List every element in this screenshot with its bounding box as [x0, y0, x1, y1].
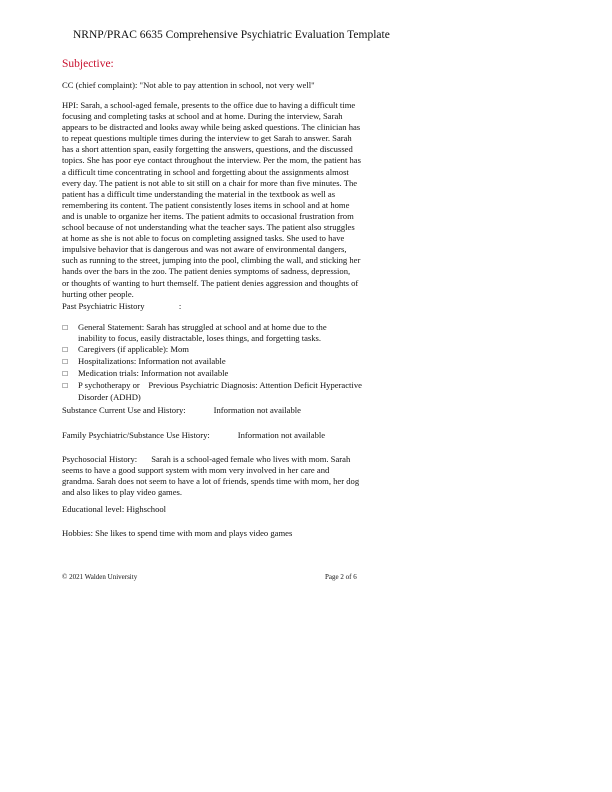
pph-list — [62, 322, 402, 403]
psychosocial-line: and also likes to play video games. — [62, 487, 183, 498]
hpi-line: or thoughts of wanting to hurt themself. The patient denies aggression and thoughts of — [62, 277, 359, 288]
hpi-line: school because of not understanding what the teacher says. The patient also struggles — [62, 222, 355, 233]
footer-copyright: © 2021 Walden University — [62, 573, 138, 581]
psychosocial-first: Sarah is a school-aged female who lives with mom. Sarah — [151, 454, 351, 464]
hpi-line: remembering its content. The patient consistently loses items in school and at home — [62, 199, 350, 210]
family-label: Family Psychiatric/Substance Use History: — [62, 430, 210, 440]
list-item-line: Caregivers (if applicable): Mom — [78, 344, 189, 355]
hpi-line: focusing and completing tasks at school and at home. During the interview, Sarah — [62, 111, 343, 122]
pph-label: Past Psychiatric History — [62, 301, 145, 311]
substance-value: Information not available — [213, 405, 301, 415]
hpi-line: HPI: Sarah, a school-aged female, presents to the office due to having a difficult time — [62, 100, 356, 110]
hpi-line: to repeat questions multiple times during the interview to get Sarah to answer. Sarah — [62, 133, 352, 144]
checkbox-icon: ☐ — [62, 358, 69, 367]
list-item — [62, 344, 402, 356]
hpi-line: hurting other people. — [62, 288, 134, 299]
hpi-line: at home as she is not able to focus on completing assigned tasks. She used to have — [62, 233, 345, 244]
family-value: Information not available — [237, 430, 326, 440]
family-history — [62, 430, 325, 441]
psychosocial-line: grandma. Sarah does not seem to have a lot of friends, spends time with mom, her dog — [62, 476, 360, 487]
hobbies: Hobbies: She likes to spend time with mom and plays video games — [62, 528, 293, 538]
pph-colon: : — [178, 301, 182, 311]
hpi-paragraph — [62, 100, 392, 300]
checkbox-icon: ☐ — [62, 370, 69, 379]
list-item — [62, 356, 402, 368]
educational-level: Educational level: Highschool — [62, 504, 167, 514]
list-item-line: Medication trials: Information not available — [78, 368, 229, 379]
document-title: NRNP/PRAC 6635 Comprehensive Psychiatric Evaluation Template — [73, 29, 390, 41]
subjective-heading: Subjective: — [62, 58, 114, 70]
list-item — [62, 322, 402, 344]
list-item — [62, 368, 402, 380]
past-psychiatric-history-label — [62, 301, 181, 312]
substance-history — [62, 405, 301, 416]
hpi-line: a difficult time concentrating in school and forgetting about the assignments almost — [62, 166, 349, 177]
list-item-line: Hospitalizations: Information not available — [78, 356, 226, 367]
psychosocial-history — [62, 454, 362, 498]
substance-label: Substance Current Use and History: — [62, 405, 186, 415]
checkbox-icon: ☐ — [62, 382, 69, 391]
list-item — [62, 380, 402, 402]
hpi-line: topics. She has poor eye contact throughout the interview. Per the mom, the patient has — [62, 155, 361, 166]
hpi-line: patient has a difficult time understanding the material in the textbook as well as — [62, 188, 336, 199]
checkbox-icon: ☐ — [62, 346, 69, 355]
hpi-line: appears to be distracted and looks away while being asked questions. The clinician has — [62, 122, 361, 133]
list-item-line: P sychotherapy or Previous Psychiatric Diagnosis: Attention Deficit Hyperactive — [78, 380, 362, 391]
hpi-line: such as running to the street, jumping into the pool, climbing the wall, and sticking her — [62, 255, 361, 266]
chief-complaint: CC (chief complaint): "Not able to pay attention in school, not very well" — [62, 80, 315, 90]
hpi-line: and is unable to organize her items. The patient admits to occasional frustration from — [62, 210, 354, 221]
list-item-line: inability to focus, easily distractable, loses things, and forgetting tasks. — [78, 333, 322, 344]
hpi-line: every day. The patient is not able to sit still on a chair for more than five minutes. The — [62, 177, 358, 188]
hpi-line: hands over the bars in the zoo. The patient denies symptoms of sadness, depression, — [62, 266, 351, 277]
hpi-line: impulsive behavior that is dangerous and was not aware of environmental dangers, — [62, 244, 347, 255]
psychosocial-first-line — [62, 454, 362, 465]
checkbox-icon: ☐ — [62, 324, 69, 332]
list-item-line: General Statement: Sarah has struggled at school and at home due to the — [78, 322, 327, 332]
footer-page-number: Page 2 of 6 — [325, 573, 357, 581]
hpi-line: has a short attention span, easily forgetting the answers, questions, and the discussed — [62, 144, 353, 155]
psychosocial-line: seems to have a good support system with mom very involved in her care and — [62, 465, 330, 476]
psychosocial-label: Psychosocial History: — [62, 454, 138, 464]
list-item-line: Disorder (ADHD) — [78, 391, 141, 402]
